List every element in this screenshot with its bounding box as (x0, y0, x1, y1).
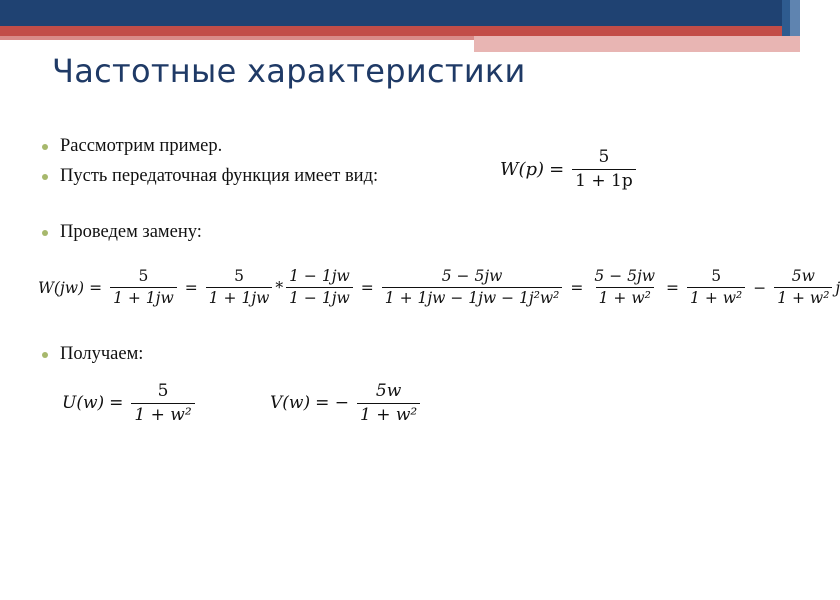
numerator: 5 (157, 381, 169, 401)
header-bar-edge-light (790, 0, 800, 36)
formula-lhs: W(jw) (38, 278, 85, 297)
formula-real-part (62, 382, 198, 424)
numerator: 5w (375, 381, 402, 401)
fraction (774, 268, 832, 307)
formula-transfer-function (500, 148, 639, 190)
header-bar-red-thin (0, 36, 474, 40)
formula-imaginary-part (270, 382, 423, 424)
formula-lhs: U(w) (62, 393, 105, 414)
bullet-text: Пусть передаточная функция имеет вид: (60, 166, 379, 186)
formula-substitution (38, 268, 840, 307)
numerator: 5 − 5jw (594, 267, 656, 285)
bullet-text: Проведем замену: (60, 222, 202, 242)
formula-lhs: W(p) (500, 158, 545, 180)
denominator: 1 + 1p (572, 169, 636, 191)
fraction (572, 148, 636, 190)
bullet-text: Получаем: (60, 344, 144, 364)
denominator: 1 + 1jw (110, 287, 177, 307)
header-bar-dark (0, 0, 800, 26)
numerator: 5 (711, 267, 722, 285)
bullet-dot-icon (42, 144, 48, 150)
header-bar-red (0, 26, 782, 36)
denominator: 1 + 1jw (206, 287, 273, 307)
slide-title: Частотные характеристики (52, 52, 526, 90)
numerator: 1 − 1jw (289, 267, 350, 285)
header-bar-edge (782, 0, 790, 36)
fraction (382, 268, 563, 307)
bullet-dot-icon (42, 174, 48, 180)
bullet-dot-icon (42, 352, 48, 358)
denominator: 1 + w² (131, 403, 194, 425)
fraction (591, 268, 658, 307)
bullet-text: Рассмотрим пример. (60, 136, 223, 156)
equals-sign: = (360, 278, 374, 297)
denominator: 1 + 1jw − 1jw − 1j²w² (382, 287, 563, 307)
equals-sign: = (184, 278, 198, 297)
equals-sign: = (570, 278, 584, 297)
numerator: 5 (234, 267, 244, 285)
formula-lhs: V(w) (270, 393, 311, 414)
numerator: 5 (598, 147, 610, 167)
numerator: 5 − 5jw (441, 267, 503, 285)
equals-minus-sign: = − (315, 393, 349, 414)
minus-sign: − (753, 278, 767, 297)
fraction (131, 382, 194, 424)
denominator: 1 + w² (774, 287, 832, 307)
equals-sign: = (89, 278, 103, 297)
imaginary-unit: j (835, 278, 840, 297)
multiply-sign: * (275, 278, 284, 297)
denominator: 1 + w² (596, 287, 654, 307)
bullet-dot-icon (42, 230, 48, 236)
equals-sign: = (109, 393, 124, 414)
denominator: 1 − 1jw (286, 287, 353, 307)
header-bar-pink (474, 36, 800, 52)
equals-sign: = (666, 278, 680, 297)
fraction (286, 268, 353, 307)
numerator: 5w (791, 267, 815, 285)
denominator: 1 + w² (687, 287, 745, 307)
denominator: 1 + w² (357, 403, 420, 425)
equals-sign: = (549, 158, 565, 180)
fraction (110, 268, 177, 307)
fraction (357, 382, 420, 424)
fraction (206, 268, 273, 307)
numerator: 5 (138, 267, 149, 285)
fraction (687, 268, 745, 307)
